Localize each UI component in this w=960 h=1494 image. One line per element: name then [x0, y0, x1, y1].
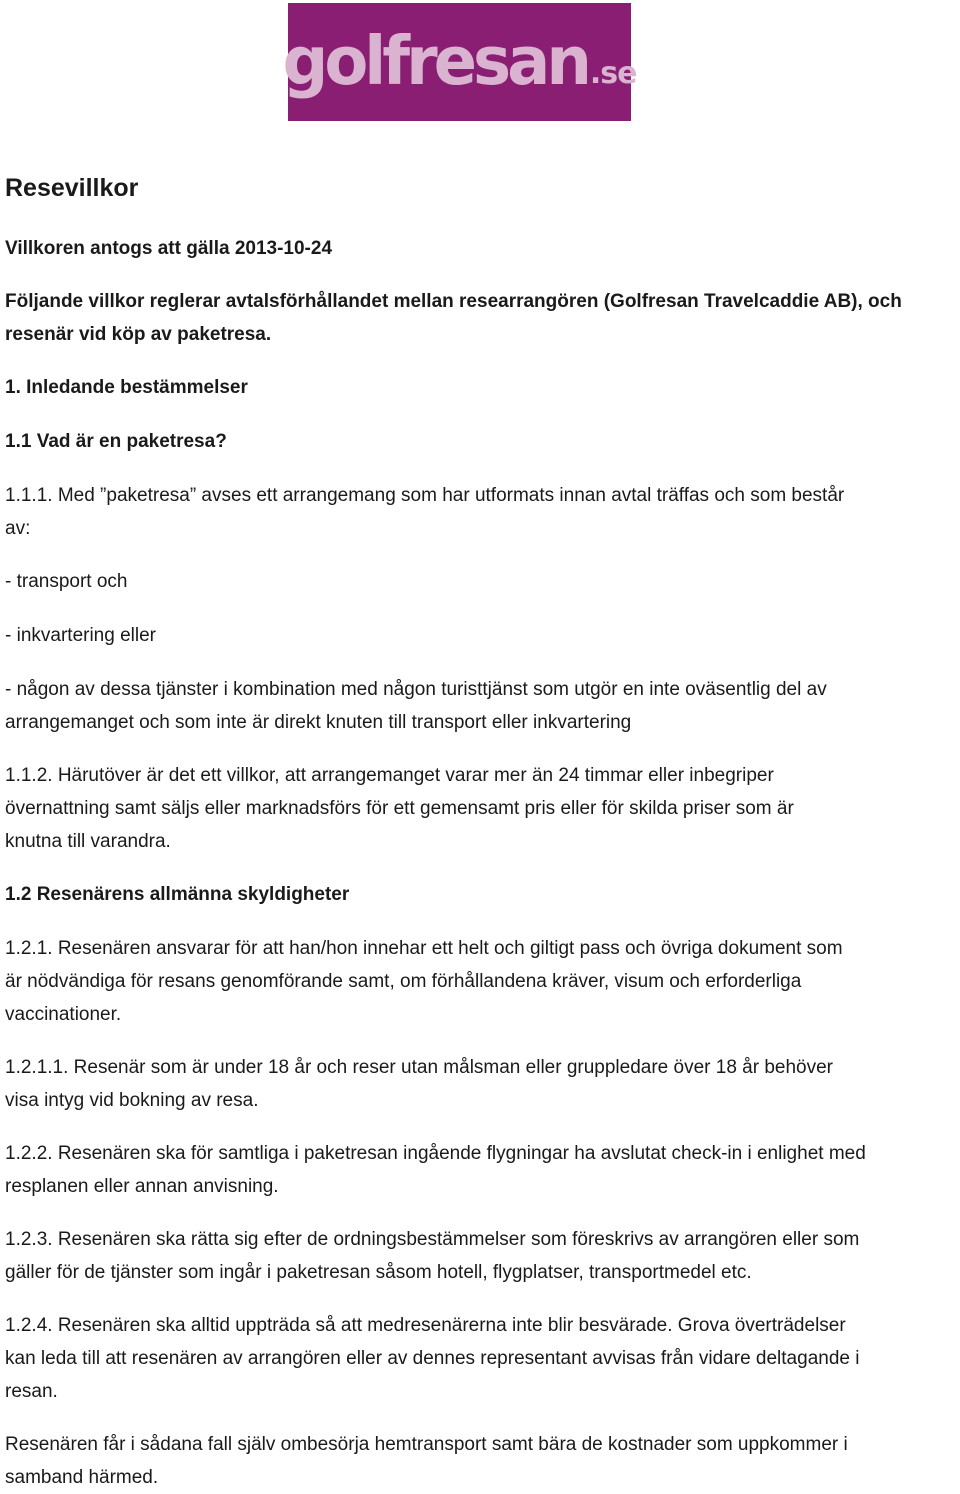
list-item-tjanster-line-1: - någon av dessa tjänster i kombination med någon turisttjänst som utgör en inte oväsentlig del av — [5, 679, 827, 700]
paragraph-1-2-1-1-line-2: visa intyg vid bokning av resa. — [5, 1090, 259, 1111]
paragraph-1-1-2-line-2: övernattning samt säljs eller marknadsförs för ett gemensamt pris eller för skilda priser som är — [5, 798, 794, 819]
paragraph-1-2-3-line-2: gäller för de tjänster som ingår i paketresan såsom hotell, flygplatser, transportmedel etc. — [5, 1262, 752, 1283]
paragraph-1-2-1-line-2: är nödvändiga för resans genomförande samt, om förhållandena kräver, visum och erforderliga — [5, 971, 802, 992]
paragraph-1-2-4-line-1: 1.2.4. Resenären ska alltid uppträda så att medresenärerna inte blir besvärade. Grova överträdelser — [5, 1315, 846, 1336]
list-item-inkvartering: - inkvartering eller — [5, 625, 156, 646]
paragraph-1-1-1-line-2: av: — [5, 518, 31, 539]
paragraph-final-line-1: Resenären får i sådana fall själv ombesörja hemtransport samt bära de kostnader som uppkommer i — [5, 1434, 848, 1455]
intro-line-2: resenär vid köp av paketresa. — [5, 324, 272, 345]
intro-line-1: Följande villkor reglerar avtalsförhållandet mellan researrangören (Golfresan Travelcaddie AB), och — [5, 291, 902, 312]
paragraph-1-2-4-line-2: kan leda till att resenären av arrangören eller av dennes representant avvisas från vidare deltagande i — [5, 1348, 860, 1369]
section-heading-1: 1. Inledande bestämmelser — [5, 377, 248, 398]
paragraph-1-2-1-1-line-1: 1.2.1.1. Resenär som är under 18 år och reser utan målsman eller gruppledare över 18 år behöver — [5, 1057, 834, 1078]
paragraph-final-line-2: samband härmed. — [5, 1467, 159, 1488]
paragraph-1-2-1-line-3: vaccinationer. — [5, 1004, 122, 1025]
list-item-transport: - transport och — [5, 571, 128, 592]
paragraph-1-2-2-line-2: resplanen eller annan anvisning. — [5, 1176, 279, 1197]
list-item-tjanster-line-2: arrangemanget och som inte är direkt knuten till transport eller inkvartering — [5, 712, 632, 733]
golfresan-logo — [282, 3, 637, 121]
logo-wordmark: golfresan — [282, 23, 588, 101]
document-subtitle: Villkoren antogs att gälla 2013-10-24 — [5, 238, 333, 259]
paragraph-1-2-4-line-3: resan. — [5, 1381, 58, 1402]
paragraph-1-2-1-line-1: 1.2.1. Resenären ansvarar för att han/hon innehar ett helt och giltigt pass och övriga dokument som — [5, 938, 843, 959]
paragraph-1-2-2-line-1: 1.2.2. Resenären ska för samtliga i paketresan ingående flygningar ha avslutat check-in i enlighet med — [5, 1143, 866, 1164]
document-title: Resevillkor — [5, 174, 139, 202]
paragraph-1-2-3-line-1: 1.2.3. Resenären ska rätta sig efter de ordningsbestämmelser som föreskrivs av arrangören eller som — [5, 1229, 860, 1250]
paragraph-1-1-2-line-1: 1.1.2. Härutöver är det ett villkor, att arrangemanget varar mer än 24 timmar eller inbegriper — [5, 765, 774, 786]
paragraph-1-1-1-line-1: 1.1.1. Med ”paketresa” avses ett arrangemang som har utformats innan avtal träffas och som består — [5, 485, 845, 506]
paragraph-1-1-2-line-3: knutna till varandra. — [5, 831, 171, 852]
section-heading-1-2: 1.2 Resenärens allmänna skyldigheter — [5, 884, 350, 905]
section-heading-1-1: 1.1 Vad är en paketresa? — [5, 431, 227, 452]
logo-tld: .se — [589, 56, 637, 91]
